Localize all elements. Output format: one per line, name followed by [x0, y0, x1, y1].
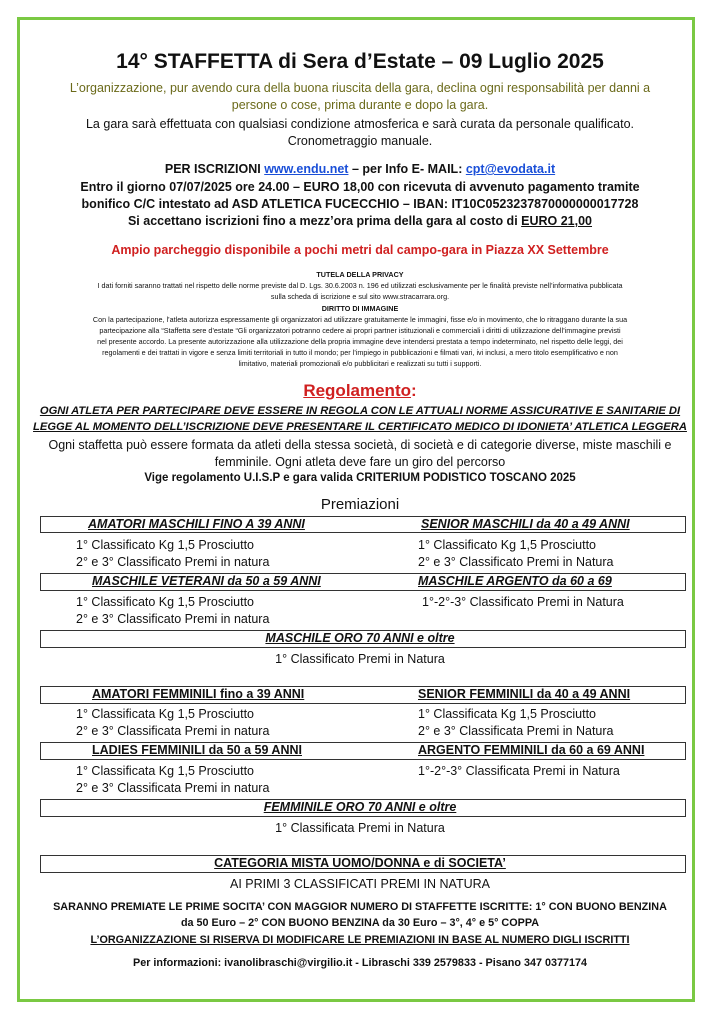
- privacy-title: TUTELA DELLA PRIVACY: [316, 270, 404, 279]
- team-line-1: Ogni staffetta può essere formata da atleti della stessa società, di società e di categorie diverse, miste maschili e: [48, 438, 672, 452]
- male-amatori-first: 1° Classificato Kg 1,5 Prosciutto: [76, 538, 254, 552]
- male-oro-heading: MASCHILE ORO 70 ANNI e oltre: [265, 631, 455, 645]
- weather-line-1: La gara sarà effettuata con qualsiasi condizione atmosferica e sarà curata da personale qualificato.: [85, 117, 635, 131]
- mixed-prize: AI PRIMI 3 CLASSIFICATI PREMI IN NATURA: [230, 877, 490, 891]
- image-rights-title: DIRITTO DI IMMAGINE: [321, 304, 399, 313]
- registration-mid: – per Info E- MAIL:: [348, 162, 466, 176]
- registration-line-4: [0, 213, 720, 230]
- rules-title-text: Regolamento: [303, 381, 411, 400]
- male-senior-second: 2° e 3° Classificato Premi in Natura: [418, 555, 614, 569]
- male-senior-heading: SENIOR MASCHILI da 40 a 49 ANNI: [421, 517, 630, 531]
- late-registration-text: Si accettano iscrizioni fino a mezz’ora prima della gara al costo di: [127, 214, 522, 228]
- female-senior-first: 1° Classificata Kg 1,5 Prosciutto: [418, 707, 596, 721]
- female-amatori-second: 2° e 3° Classificata Premi in natura: [76, 724, 270, 738]
- image-rights-4: regolamenti e dei trattati in vigore e senza limiti territoriali in tutto il mondo; per l’impiego in pubblicazioni e filmati vari, ivi inclusi, a mero titolo esemplificativo e non: [102, 348, 618, 357]
- privacy-text-1: I dati forniti saranno trattati nel rispetto delle norme previste dal D. Lgs. 30.6.2003 n. 196 ed utilizzati esclusivamente per le finalità previste nell’informativa pubblicata: [97, 281, 623, 290]
- female-senior-heading: SENIOR FEMMINILI da 40 a 49 ANNI: [418, 687, 631, 701]
- rules-title: [0, 381, 720, 401]
- male-amatori-second: 2° e 3° Classificato Premi in natura: [76, 555, 270, 569]
- female-ladies-second: 2° e 3° Classificata Premi in natura: [76, 781, 270, 795]
- female-amatori-first: 1° Classificata Kg 1,5 Prosciutto: [76, 707, 254, 721]
- mandatory-line-1: OGNI ATLETA PER PARTECIPARE DEVE ESSERE IN REGOLA CON LE ATTUALI NORME ASSICURATIVE E SANITARIE DI: [39, 405, 681, 417]
- male-oro-prize: 1° Classificato Premi in Natura: [275, 652, 445, 666]
- contact-info: Per informazioni: ivanolibraschi@virgilio.it - Libraschi 339 2579833 - Pisano 347 0377174: [133, 957, 587, 969]
- female-argento-prize: 1°-2°-3° Classificata Premi in Natura: [418, 764, 620, 778]
- registration-label: PER ISCRIZIONI: [164, 162, 265, 176]
- female-amatori-heading: AMATORI FEMMINILI fino a 39 ANNI: [92, 687, 305, 701]
- parking-note: Ampio parcheggio disponibile a pochi metri dal campo-gara in Piazza XX Settembre: [111, 243, 609, 257]
- image-rights-5: limitativo, materiali promozionali e/o pubblicitari e realizzati su tutti i supporti.: [238, 359, 482, 368]
- male-amatori-heading: AMATORI MASCHILI FINO A 39 ANNI: [88, 517, 305, 531]
- male-argento-prize: 1°-2°-3° Classificato Premi in Natura: [422, 595, 624, 609]
- uisp-line: Vige regolamento U.I.S.P e gara valida CRITERIUM PODISTICO TOSCANO 2025: [144, 472, 576, 484]
- male-veterani-heading: MASCHILE VETERANI da 50 a 59 ANNI: [92, 574, 321, 588]
- image-rights-2: partecipazione alla “Staffetta sere d’estate “Gli organizzatori potranno cedere ai propri partner istituzionali e commerciali i diritti di utilizzazione dell’immagine previsti: [99, 326, 621, 335]
- rules-title-colon: :: [411, 381, 417, 400]
- endu-link[interactable]: www.endu.net: [264, 162, 349, 176]
- registration-line-1: [0, 161, 720, 178]
- female-oro-heading: FEMMINILE ORO 70 ANNI e oltre: [263, 800, 457, 814]
- mandatory-line-2: LEGGE AL MOMENTO DELL’ISCRIZIONE DEVE PRESENTARE IL CERTIFICATO MEDICO DI IDONIETA’ ATLETICA LEGGERA: [33, 421, 687, 433]
- teams-prize-line-1: SARANNO PREMIATE LE PRIME SOCITA’ CON MAGGIOR NUMERO DI STAFFETTE ISCRITTE: 1° CON BUONO BENZINA: [53, 901, 667, 913]
- mixed-heading: CATEGORIA MISTA UOMO/DONNA e di SOCIETA’: [214, 856, 506, 870]
- disclaimer-line-1: L’organizzazione, pur avendo cura della buona riuscita della gara, declina ogni responsabilità per danni a: [69, 81, 651, 95]
- teams-prize-line-2: da 50 Euro – 2° CON BUONO BENZINA da 30 Euro – 3°, 4° e 5° COPPA: [180, 917, 540, 929]
- image-rights-1: Con la partecipazione, l’atleta autorizza espressamente gli organizzatori ad utilizzare gratuitamente le immagini, fisse e/o in movimento, che lo ritraggano durante la sua: [92, 315, 628, 324]
- awards-title: Premiazioni: [320, 496, 400, 513]
- male-veterani-second: 2° e 3° Classificato Premi in natura: [76, 612, 270, 626]
- team-line-2: femminile. Ogni atleta deve fare un giro del percorso: [214, 455, 506, 469]
- female-senior-second: 2° e 3° Classificata Premi in Natura: [418, 724, 614, 738]
- privacy-text-2: sulla scheda di iscrizione e sul sito www.stracarrara.org.: [270, 292, 450, 301]
- late-price: EURO 21,00: [521, 214, 593, 228]
- image-rights-3: nel presente accordo. La presente autorizzazione alla utilizzazione della propria immagine deve intendersi prestata a tempo indeterminato, nel rispetto delle leggi, dei: [97, 337, 623, 346]
- page-title: 14° STAFFETTA di Sera d’Estate – 09 Luglio 2025: [116, 50, 604, 73]
- registration-line-2: Entro il giorno 07/07/2025 ore 24.00 – EURO 18,00 con ricevuta di avvenuto pagamento tramite: [80, 180, 640, 194]
- male-argento-heading: MASCHILE ARGENTO da 60 a 69: [418, 574, 612, 588]
- female-ladies-heading: LADIES FEMMINILI da 50 a 59 ANNI: [92, 743, 302, 757]
- organization-reserve: L’ORGANIZZAZIONE SI RISERVA DI MODIFICARE LE PREMIAZIONI IN BASE AL NUMERO DIGLI ISCRITTI: [90, 934, 630, 946]
- female-oro-prize: 1° Classificata Premi in Natura: [275, 821, 445, 835]
- male-veterani-first: 1° Classificato Kg 1,5 Prosciutto: [76, 595, 254, 609]
- disclaimer-line-2: persone o cose, prima durante e dopo la gara.: [231, 98, 489, 112]
- female-ladies-first: 1° Classificata Kg 1,5 Prosciutto: [76, 764, 254, 778]
- weather-line-2: Cronometraggio manuale.: [287, 134, 433, 148]
- email-link[interactable]: cpt@evodata.it: [465, 162, 556, 176]
- female-argento-heading: ARGENTO FEMMINILI da 60 a 69 ANNI: [418, 743, 645, 757]
- male-senior-first: 1° Classificato Kg 1,5 Prosciutto: [418, 538, 596, 552]
- registration-line-3: bonifico C/C intestato ad ASD ATLETICA FUCECCHIO – IBAN: IT10C0523237870000000017728: [81, 197, 639, 211]
